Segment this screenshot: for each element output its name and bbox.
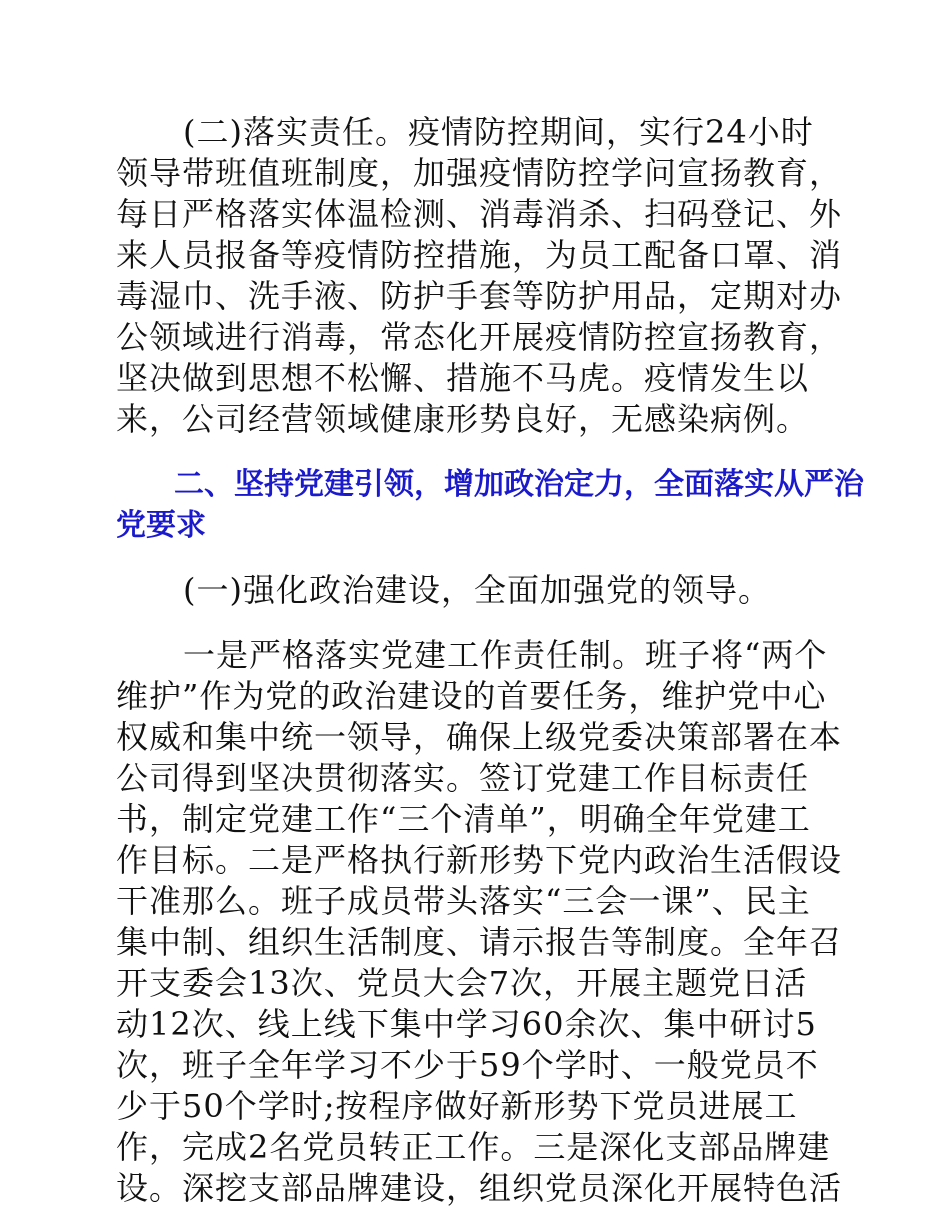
text-line: 毒湿巾、洗手液、防护手套等防护用品，定期对办 bbox=[116, 277, 843, 315]
text-line: 坚决做到思想不松懈、措施不马虎。疫情发生以 bbox=[116, 359, 810, 397]
text-line: 来人员报备等疫情防控措施，为员工配备口罩、消 bbox=[116, 236, 843, 274]
text-line: 一是严格落实党建工作责任制。班子将“两个 bbox=[183, 636, 828, 674]
text-line: 少于50个学时;按程序做好新形势下党员进展工 bbox=[116, 1087, 798, 1125]
paragraph-gap bbox=[116, 440, 836, 464]
text-line: 集中制、组织生活制度、请示报告等制度。全年召 bbox=[116, 923, 843, 961]
subsection-heading: (一)强化政治建设，全面加强党的领导。 bbox=[183, 571, 771, 609]
text-line: (二)落实责任。疫情防控期间，实行24小时 bbox=[183, 113, 814, 151]
text-line: 作，完成2名党员转正工作。三是深化支部品牌建 bbox=[116, 1128, 831, 1166]
text-line: 权威和集中统一领导，确保上级党委决策部署在本 bbox=[116, 718, 843, 756]
paragraph-gap bbox=[116, 611, 836, 635]
heading-line: 二、坚持党建引领，增加政治定力，全面落实从严治 bbox=[174, 467, 864, 502]
text-line: 干准那么。班子成员带头落实“三会一课”、民主 bbox=[116, 882, 811, 920]
text-line: 维护”作为党的政治建设的首要任务，维护党中心 bbox=[116, 677, 827, 715]
text-line: 次，班子全年学习不少于59个学时、一般党员不 bbox=[116, 1046, 819, 1084]
text-line: 公司得到坚决贯彻落实。签订党建工作目标责任 bbox=[116, 759, 810, 797]
section-heading bbox=[116, 464, 864, 546]
paragraph-gap bbox=[116, 546, 836, 570]
paragraph-implement-responsibility bbox=[116, 112, 843, 440]
paragraph-party-building bbox=[116, 635, 843, 1209]
text-line: 每日严格落实体温检测、消毒消杀、扫码登记、外 bbox=[116, 195, 843, 233]
text-line: 书，制定党建工作“三个清单”，明确全年党建工 bbox=[116, 800, 811, 838]
heading-line: 党要求 bbox=[116, 508, 206, 543]
text-line: 来，公司经营领域健康形势良好，无感染病例。 bbox=[116, 400, 810, 438]
text-line: 动12次、线上线下集中学习60余次、集中研讨5 bbox=[116, 1005, 817, 1043]
document-body bbox=[116, 112, 864, 1209]
text-line: 开支委会13次、党员大会7次，开展主题党日活 bbox=[116, 964, 808, 1002]
text-line: 作目标。二是严格执行新形势下党内政治生活假设 bbox=[116, 841, 843, 879]
text-line: 设。深挖支部品牌建设，组织党员深化开展特色活 bbox=[116, 1169, 843, 1207]
text-line: 领导带班值班制度，加强疫情防控学问宣扬教育， bbox=[116, 154, 843, 192]
text-line: 公领域进行消毒，常态化开展疫情防控宣扬教育， bbox=[116, 318, 843, 356]
